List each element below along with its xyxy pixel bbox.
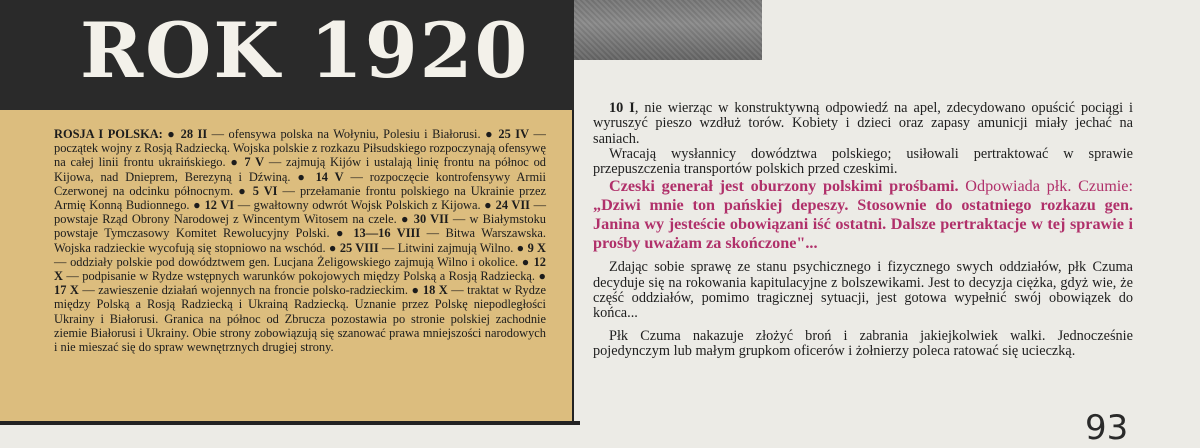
- highlighted-quote: [593, 177, 1133, 253]
- entry-text: — zawieszenie działań wojennych na froncie polsko-radzieckim.: [82, 283, 408, 298]
- entry-text: — traktat w Rydze między Polską a Rosją Radziecką i Ukrainą Radziecką. Uznanie przez Polskę niepodległości Ukrainy i Białorusi. Granica na północ od Zbrucza pozostawia po stronie polskiej zachodnie ziemie Białorusi i Ukrainy. Obie strony zobowiązują się szanować prawa mniejszości narodowych i nie mieszać się do spraw wewnętrznych drugiej strony.: [54, 283, 546, 355]
- entry-date: 30 VII: [413, 212, 449, 227]
- entry-text: — zajmują Kijów i ustalają linię frontu na północ od Kijowa, nad Dnieprem, Berezyną i Dźwiną.: [54, 155, 546, 184]
- entry-date: 13—16 VIII: [353, 226, 421, 241]
- sidebar-heading: ROSJA I POLSKA:: [54, 127, 163, 141]
- entry-bullet: ●: [167, 127, 181, 141]
- entry-date: 9 X: [527, 240, 546, 255]
- article-date: 10 I: [609, 100, 635, 116]
- entry-bullet: ●: [328, 240, 340, 255]
- photo-fragment: [574, 0, 762, 60]
- entry-date: 18 X: [422, 283, 448, 298]
- entry-text: — ofensywa polska na Wołyniu, Polesiu i Białorusi.: [211, 127, 481, 141]
- entry-text: — Bitwa Warszawska. Wojska radzieckie wycofują się stopniowo na wschód.: [54, 226, 546, 255]
- entry-date: 14 V: [315, 169, 344, 184]
- article-text: , nie wierząc w konstruktywną odpowiedź na apel, zdecydowano opuścić pociągi i wyruszyć pieszo wzdłuż torów. Kobiety i dzieci oraz zapasy amunicji miały jechać na saniach.: [593, 100, 1133, 147]
- entry-bullet: ●: [484, 198, 496, 213]
- entry-date: 12 X: [54, 254, 546, 284]
- entry-text: — początek wojny z Rosją Radziecką. Wojska polskie z rozkazu Piłsudskiego rozpoczynają ofensywę na całej linii frontu ukraińskiego.: [54, 127, 546, 170]
- quote-bold: Czeski generał jest oburzony polskimi prośbami.: [609, 177, 959, 196]
- page-number: 93: [1085, 408, 1129, 448]
- entry-text: — rozpoczęcie kontrofensywy Armii Czerwonej na odcinku północnym.: [54, 169, 546, 198]
- quote-plain: Odpowiada płk. Czumie:: [958, 177, 1133, 196]
- article-paragraph: [593, 101, 1133, 147]
- quote-bold: „Dziwi mnie ton pańskiej depeszy. Stosownie do ostatniego rozkazu gen. Janina wy jesteście obowiązani iść ostatni. Dalsze pertraktacje w tej sprawie i prośby uważam za skończone"...: [593, 196, 1133, 253]
- entry-date: 24 VII: [495, 198, 530, 213]
- entry-text: — podpisanie w Rydze wstępnych warunków pokojowych między Polską a Rosją Radziecką.: [66, 269, 536, 284]
- entry-date: 25 VIII: [339, 240, 379, 255]
- entry-bullet: ●: [297, 169, 316, 184]
- entry-date: 7 V: [244, 155, 265, 170]
- article-paragraph: Wracają wysłannicy dowództwa polskiego; usiłowali pertraktować w sprawie przepuszczenia transportów polskich przed czeskimi.: [593, 145, 1133, 178]
- entry-text: — przełamanie frontu polskiego na Ukrainie przez Armię Konną Budionnego.: [54, 183, 546, 213]
- entry-date: 25 IV: [498, 127, 530, 141]
- entry-bullet: ●: [230, 155, 245, 170]
- entry-bullet: ●: [411, 283, 423, 298]
- entry-text: — gwałtowny odwrót Wojsk Polskich z Kijowa.: [237, 198, 481, 213]
- entry-text: — Litwini zajmują Wilno.: [382, 240, 514, 255]
- entry-bullet: ●: [400, 212, 414, 227]
- entry-text: — powstaje Rząd Obrony Narodowej z Wincentym Witosem na czele.: [54, 198, 546, 227]
- entry-date: 17 X: [54, 283, 79, 298]
- title-band: [0, 0, 574, 110]
- entry-text: — w Białymstoku powstaje Tymczasowy Komitet Rewolucyjny Polski.: [54, 212, 546, 241]
- entry-date: 12 VI: [204, 198, 235, 213]
- entry-bullet: ●: [238, 183, 253, 198]
- entry-text: — oddziały polskie pod dowództwem gen. Lucjana Żeligowskiego zajmują Wilno i okolice.: [54, 254, 519, 269]
- page-title: ROK 1920: [80, 6, 530, 95]
- entry-bullet: ●: [485, 127, 499, 141]
- chronology-sidebar: [0, 110, 574, 422]
- entry-bullet: ●: [193, 198, 205, 213]
- entry-bullet: ●: [521, 254, 534, 269]
- entry-date: 5 VI: [252, 183, 278, 198]
- entry-bullet: ●: [516, 240, 528, 255]
- article-paragraph: Zdając sobie sprawę ze stanu psychicznego i fizycznego swych oddziałów, płk Czuma decyduje się na rokowania kapitulacyjne z bolszewikami. Jest to decyzja ciężka, gdyż wie, że część oddziałów, pomimo tragicznej sytuacji, jest gotowa wypełnić swój obowiązek do końca...: [593, 259, 1133, 322]
- chronology-text: [54, 127, 546, 354]
- entry-bullet: ●: [538, 269, 546, 284]
- entry-bullet: ●: [336, 226, 354, 241]
- article-column: [593, 101, 1133, 359]
- sidebar-bottom-rule: [0, 421, 580, 425]
- entry-date: 28 II: [180, 127, 208, 141]
- article-paragraph: Płk Czuma nakazuje złożyć broń i zabrania jakiejkolwiek walki. Jednocześnie pojedynczym lub małym grupkom oficerów i żołnierzy poleca ratować się ucieczką.: [593, 327, 1133, 359]
